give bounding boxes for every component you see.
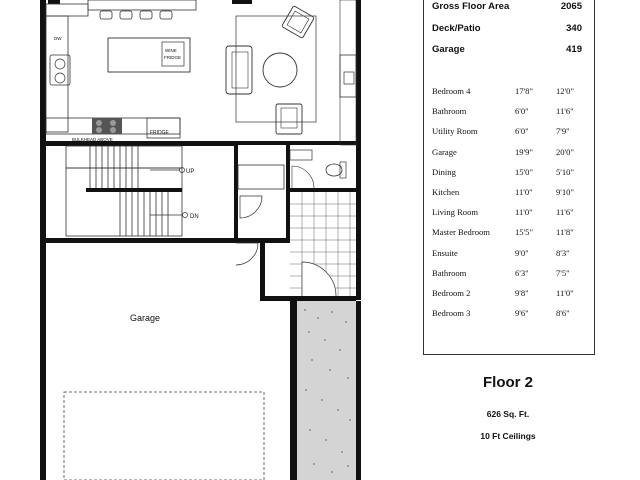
room-row <box>432 147 592 157</box>
room-row <box>432 207 592 217</box>
floor-title: Floor 2 <box>482 374 533 391</box>
room-width: 9'0" <box>515 248 529 258</box>
wine-fridge-label-2: FRIDGE <box>164 55 182 60</box>
garage-door-swing <box>236 243 258 265</box>
summary-value: 419 <box>566 44 582 55</box>
room-row <box>432 106 592 116</box>
stair-divider-wall <box>86 188 182 192</box>
room-width: 11'0" <box>515 207 533 217</box>
dining-chair-2 <box>120 11 132 19</box>
garage-door-opening <box>64 392 264 480</box>
room-width: 6'0" <box>515 106 529 116</box>
summary-row-gross-floor-area <box>432 1 582 12</box>
burner-3 <box>96 127 102 133</box>
room-width: 19'9" <box>515 147 533 157</box>
stair-down-marker <box>183 213 188 218</box>
room-row <box>432 167 592 177</box>
utility-door-swing <box>240 196 262 218</box>
room-name: Master Bedroom <box>432 227 490 237</box>
room-length: 11'0" <box>556 288 574 298</box>
room-name: Bathroom <box>432 268 467 278</box>
bath-partition <box>286 145 290 243</box>
dishwasher-label: DW <box>54 36 62 41</box>
lower-stair-treads <box>120 192 168 236</box>
room-name: Utility Room <box>432 126 478 136</box>
room-name: Bedroom 3 <box>432 308 471 318</box>
room-name: Bedroom 2 <box>432 288 471 298</box>
room-row <box>432 248 592 258</box>
room-name: Living Room <box>432 207 479 217</box>
burner-1 <box>96 120 102 126</box>
stair-down-label: DN <box>190 214 199 220</box>
burner-2 <box>110 120 116 126</box>
burner-4 <box>110 127 116 133</box>
utility-left-wall <box>234 141 238 241</box>
garage-label: Garage <box>130 313 161 323</box>
sofa-seat <box>232 52 248 88</box>
sink-bowl-1 <box>55 59 65 69</box>
room-width: 9'6" <box>515 308 529 318</box>
bath-door-swing <box>292 166 314 188</box>
dining-chair-4 <box>160 11 172 19</box>
room-row <box>432 86 592 96</box>
mudroom-top-wall <box>236 238 290 243</box>
room-name: Ensuite <box>432 248 458 258</box>
kitchen-counter-top <box>46 4 88 16</box>
summary-value: 340 <box>566 23 582 34</box>
patio-edge <box>356 301 361 480</box>
room-row <box>432 227 592 237</box>
room-width: 9'8" <box>515 288 529 298</box>
area-summary-panel <box>423 0 595 355</box>
summary-label: Deck/Patio <box>432 23 481 34</box>
floor-area: 626 Sq. Ft. <box>486 409 530 419</box>
room-length: 7'9" <box>556 126 570 136</box>
room-width: 11'0" <box>515 187 533 197</box>
side-counter <box>340 55 356 97</box>
floor-ceilings: 10 Ft Ceilings <box>480 431 536 441</box>
summary-row-deck-patio <box>432 23 582 34</box>
left-exterior-wall <box>40 0 46 480</box>
bath-bottom-wall <box>286 188 356 192</box>
room-length: 5'10" <box>556 167 574 177</box>
top-window-right <box>232 0 252 4</box>
mudroom-door-swing <box>302 262 336 296</box>
garage-top-wall <box>46 238 236 243</box>
dining-table <box>88 0 196 10</box>
toilet-tank <box>340 162 346 178</box>
room-row <box>432 268 592 278</box>
garage-right-wall <box>290 300 297 480</box>
room-length: 20'0" <box>556 147 574 157</box>
right-exterior-wall-upper <box>356 0 361 300</box>
summary-label: Garage <box>432 44 465 55</box>
room-length: 8'6" <box>556 308 570 318</box>
coffee-table <box>263 53 297 87</box>
top-window-left <box>48 0 60 4</box>
dining-chair-3 <box>140 11 152 19</box>
mudroom-left-wall <box>260 240 265 300</box>
stair-landing <box>66 146 182 168</box>
dining-chair-1 <box>100 11 112 19</box>
armchair-top <box>282 6 315 39</box>
room-width: 17'8" <box>515 86 533 96</box>
room-length: 8'3" <box>556 248 570 258</box>
armchair-bottom-seat <box>281 108 297 128</box>
armchair-bottom <box>276 104 302 134</box>
wine-fridge-label-1: WINE <box>165 48 177 53</box>
room-row <box>432 308 592 318</box>
side-sink <box>344 72 354 84</box>
room-name: Bathroom <box>432 106 467 116</box>
powder-room <box>340 0 356 145</box>
room-width: 6'3" <box>515 268 529 278</box>
wine-fridge <box>162 42 184 66</box>
toilet <box>326 164 342 176</box>
utility-cabinet <box>238 165 284 189</box>
room-name: Kitchen <box>432 187 460 197</box>
room-length: 11'6" <box>556 207 574 217</box>
room-length: 11'6" <box>556 106 574 116</box>
room-name: Dining <box>432 167 456 177</box>
room-name: Bedroom 4 <box>432 86 471 96</box>
stair-up-label: UP <box>186 169 195 175</box>
kitchen-sink <box>50 55 70 85</box>
bulkhead-label: BULKHEAD ABOVE <box>72 137 113 142</box>
room-length: 9'10" <box>556 187 574 197</box>
sink-bowl-2 <box>55 73 65 83</box>
room-width: 6'0" <box>515 126 529 136</box>
room-row <box>432 187 592 197</box>
room-length: 11'8" <box>556 227 574 237</box>
stair-run <box>66 168 182 236</box>
room-row <box>432 288 592 298</box>
room-width: 15'5" <box>515 227 533 237</box>
summary-label: Gross Floor Area <box>432 1 510 12</box>
summary-row-garage <box>432 44 582 55</box>
powder-bath-vanity <box>290 150 312 160</box>
room-length: 7'5" <box>556 268 570 278</box>
room-width: 15'0" <box>515 167 533 177</box>
room-length: 12'0" <box>556 86 574 96</box>
fridge-label: FRIDGE <box>150 130 169 136</box>
room-name: Garage <box>432 147 457 157</box>
summary-value: 2065 <box>560 1 582 12</box>
utility-bottom-wall <box>260 296 356 301</box>
room-row <box>432 126 592 136</box>
